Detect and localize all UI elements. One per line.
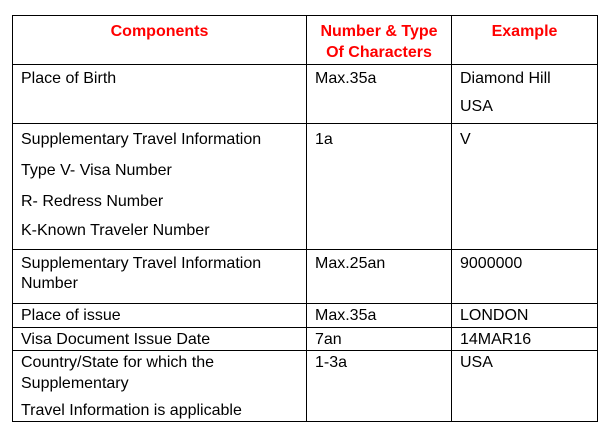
example-text: Diamond Hill [460,70,551,87]
component-cell [13,124,307,250]
header-row [13,16,598,65]
example-cell [452,351,598,422]
component-text: Supplementary [21,375,129,392]
chars-cell [307,65,452,124]
example-cell [452,65,598,124]
example-text: LONDON [460,307,529,324]
header-components [13,16,307,65]
chars-text: 1-3a [315,354,348,371]
component-text: Visa Document Issue Date [21,331,211,348]
example-text: 9000000 [460,255,523,272]
chars-text: Max.25an [315,255,386,272]
example-cell [452,304,598,328]
example-cell [452,328,598,351]
chars-text: 1a [315,131,333,148]
chars-cell [307,351,452,422]
header-number-type-label [307,16,451,63]
header-number-type-line1: Number & Type [320,23,438,40]
components-table [12,15,598,422]
chars-cell [307,124,452,250]
example-text: V [460,131,471,148]
example-cell [452,124,598,250]
component-text: Number [21,275,78,292]
component-text: Country/State for which the [21,354,214,371]
header-example [452,16,598,65]
chars-cell [307,304,452,328]
header-number-type [307,16,452,65]
table-row [13,124,598,250]
component-cell [13,250,307,304]
component-text: Supplementary Travel Information [21,131,262,148]
component-text: Type V- Visa Number [21,162,172,179]
table-row [13,304,598,328]
component-text: Travel Information is applicable [21,402,242,419]
table-row [13,351,598,422]
chars-text: 7an [315,331,342,348]
component-text: K-Known Traveler Number [21,222,210,239]
component-cell [13,351,307,422]
example-text: USA [460,354,493,371]
header-number-type-line2: Of Characters [326,44,432,61]
component-cell [13,304,307,328]
chars-text: Max.35a [315,70,377,87]
component-text: R- Redress Number [21,193,164,210]
example-cell [452,250,598,304]
component-text: Supplementary Travel Information [21,255,262,272]
component-cell [13,65,307,124]
header-components-label: Components [110,23,209,40]
chars-cell [307,328,452,351]
chars-text: Max.35a [315,307,377,324]
component-cell [13,328,307,351]
header-example-label: Example [491,23,558,40]
table-row [13,250,598,304]
example-text: USA [460,98,493,115]
example-text: 14MAR16 [460,331,532,348]
component-text: Place of issue [21,307,121,324]
table-row [13,328,598,351]
component-text: Place of Birth [21,70,117,87]
table-row [13,65,598,124]
chars-cell [307,250,452,304]
